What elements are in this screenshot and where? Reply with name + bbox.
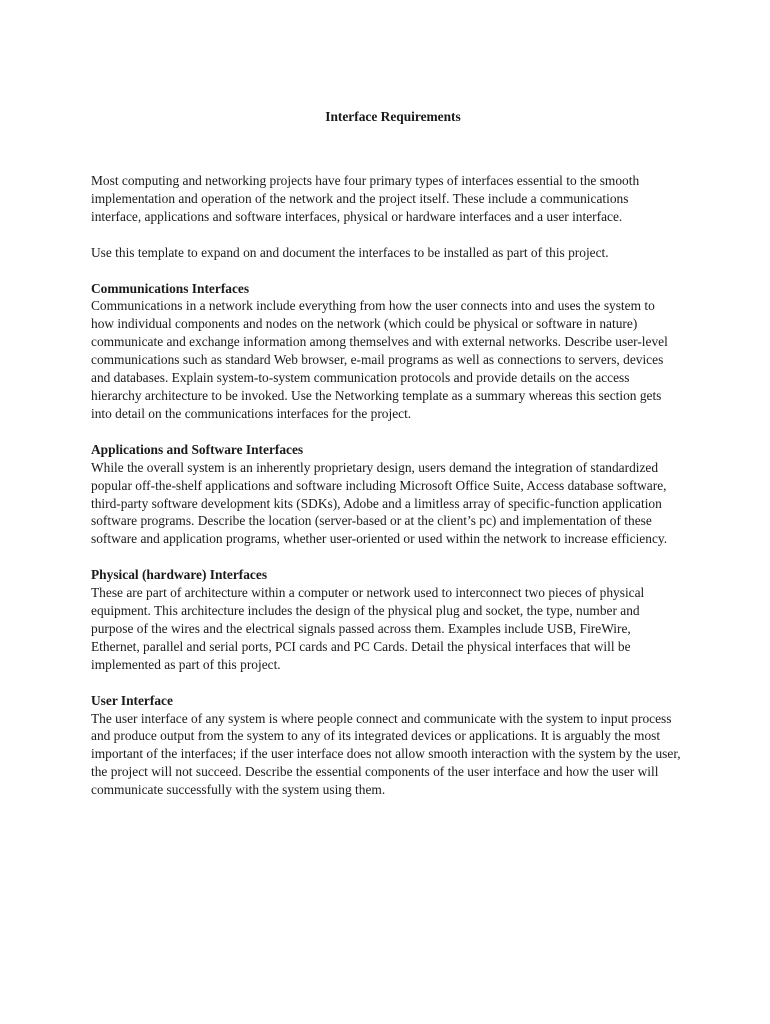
- section-communications-interfaces: [91, 280, 681, 423]
- section-heading: Communications Interfaces: [91, 280, 250, 296]
- document-title: Interface Requirements: [325, 109, 461, 124]
- section-user-interface: [91, 692, 681, 799]
- section-heading: Applications and Software Interfaces: [91, 441, 304, 457]
- section-body: Communications in a network include everything from how the user connects into and uses the system to how individual components and nodes on the network (which could be physical or software in nature) communicate and exchange information among themselves and with external networks. Describe user-level communications such as standard Web browser, e-mail programs as well as connections to servers, devices and databases. Explain system-to-system communication protocols and provide details on the access hierarchy architecture to be invoked. Use the Networking template as a summary whereas this section gets into detail on the communications interfaces for the project.: [91, 298, 668, 421]
- section-heading: User Interface: [91, 692, 173, 708]
- section-body: The user interface of any system is where people connect and communicate with the system to input process and produce output from the system to any of its integrated devices or applications. It is arguably the most important of the interfaces; if the user interface does not allow smooth interaction with the system by the user, the project will not succeed. Describe the essential components of the user interface and how the user will communicate successfully with the system using them.: [91, 710, 681, 798]
- section-body: While the overall system is an inherently proprietary design, users demand the integration of standardized popular off-the-shelf applications and software including Microsoft Office Suite, Access database software, third-party software development kits (SDKs), Adobe and a limitless array of specific-function application software programs. Describe the location (server-based or at the client’s pc) and implementation of these software and application programs, whether user-oriented or used within the network to increase efficiency.: [91, 459, 668, 547]
- section-physical-hardware-interfaces: [91, 566, 681, 673]
- section-heading: Physical (hardware) Interfaces: [91, 567, 268, 583]
- intro-paragraph: Most computing and networking projects have four primary types of interfaces essential to the smooth implementation and operation of the network and the project itself. These include a communications interface, applications and software interfaces, physical or hardware interfaces and a user interface.: [91, 172, 640, 224]
- instruction-paragraph: Use this template to expand on and document the interfaces to be installed as part of this project.: [91, 244, 609, 260]
- section-applications-software-interfaces: [91, 441, 681, 548]
- section-body: These are part of architecture within a computer or network used to interconnect two pieces of physical equipment. This architecture includes the design of the physical plug and socket, the type, number and purpose of the wires and the electrical signals passed across them. Examples include USB, FireWire, Ethernet, parallel and serial ports, PCI cards and PC Cards. Detail the physical interfaces that will be implemented as part of this project.: [91, 585, 645, 672]
- document-page: [91, 108, 681, 817]
